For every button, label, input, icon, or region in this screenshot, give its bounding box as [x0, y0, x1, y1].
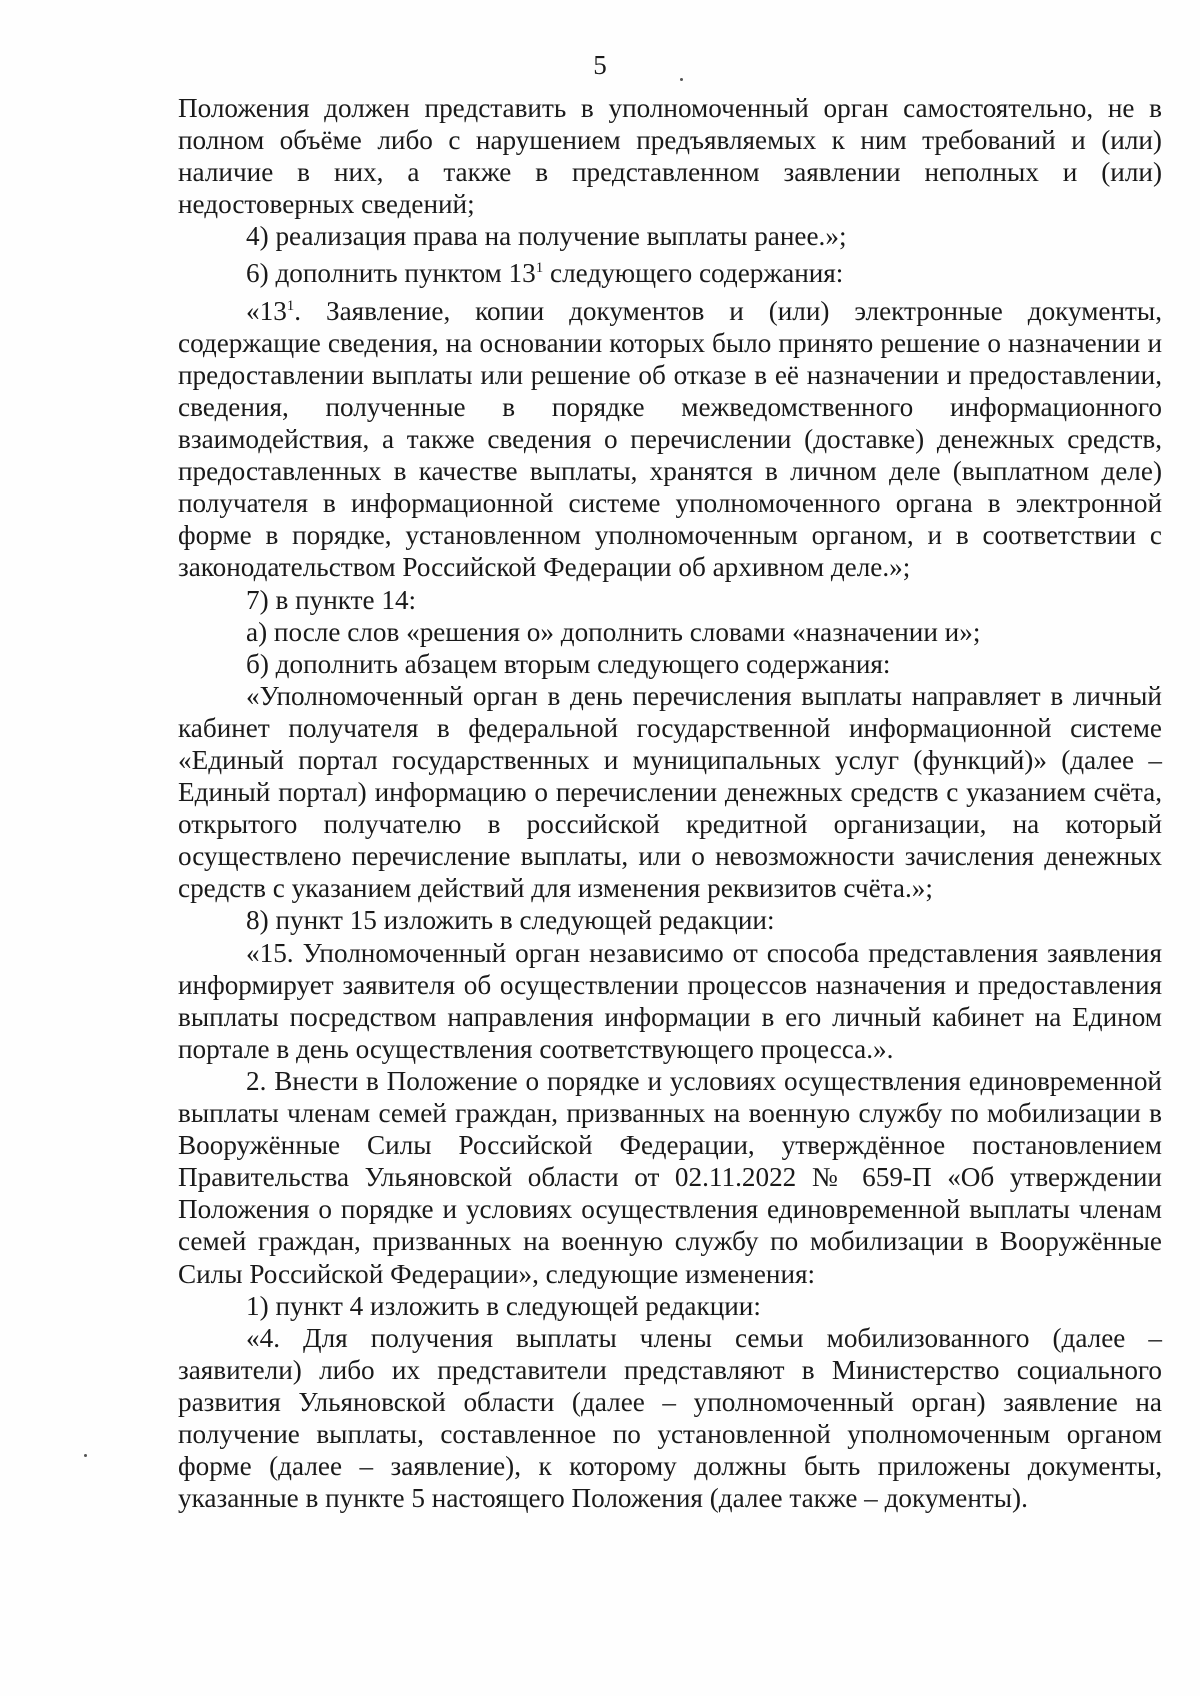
scan-speck	[84, 1454, 87, 1457]
paragraph-13-1	[178, 290, 1162, 584]
paragraph-item-7: 7) в пункте 14:	[246, 584, 417, 615]
scan-speck	[680, 78, 683, 81]
paragraph-continuation: Положения должен представить в уполномоченный орган самостоятельно, не в полном объёме либо с нарушением предъявляемых к ним требований и (или) наличие в них, а также в представленном заявлении неполных и (или) недостоверных сведений;	[178, 93, 1162, 220]
paragraph-item-7b: б) дополнить абзацем вторым следующего содержания:	[246, 648, 891, 679]
superscript: 1	[535, 260, 544, 277]
paragraph-15: «15. Уполномоченный орган независимо от способа представления заявления информирует заявителя об осуществлении процессов назначения и предоставления выплаты посредством направления информации в его личный кабинет на Едином портале в день осуществления соответствующего процесса.».	[178, 937, 1162, 1064]
paragraph-item-6-text: 6) дополнить пунктом 13	[246, 258, 536, 289]
paragraph-13-1-start: «13	[246, 295, 287, 326]
paragraph-item-6-text-after: следующего содержания:	[543, 258, 844, 289]
document-body	[178, 92, 1162, 1514]
paragraph-item-1: 1) пункт 4 изложить в следующей редакции:	[246, 1290, 761, 1321]
paragraph-quote-authority: «Уполномоченный орган в день перечисления выплаты направляет в личный кабинет получателя в федеральной государственной информационной системе «Единый портал государственных и муниципальных услуг (функций)» (далее – Единый портал) информацию о перечислении денежных средств с указанием счёта, открытого получателю в российской кредитной организации, на который осуществлено перечисление выплаты, или о невозможности зачисления денежных средств с указанием действий для изменения реквизитов счёта.»;	[178, 680, 1162, 904]
paragraph-item-4: 4) реализация права на получение выплаты ранее.»;	[246, 221, 847, 252]
paragraph-13-1-text: . Заявление, копии документов и (или) электронные документы, содержащие сведения, на основании которых было принято решение о назначении и предоставлении выплаты или решение об отказе в её назначении и предоставлении, сведения, полученные в порядке межведомственного информационного взаимодействия, а также сведения о перечислении (доставке) денежных средств, предоставленных в качестве выплаты, хранятся в личном деле (выплатном деле) получателя в информационной системе уполномоченного органа в электронной форме в порядке, установленном уполномоченным органом, и в соответствии с законодательством Российской Федерации об архивном деле.»;	[178, 295, 1162, 583]
paragraph-item-6	[178, 252, 1162, 289]
paragraph-item-8: 8) пункт 15 изложить в следующей редакции:	[246, 905, 775, 936]
paragraph-section-2: 2. Внести в Положение о порядке и условиях осуществления единовременной выплаты членам семей граждан, призванных на военную службу по мобилизации в Вооружённые Силы Российской Федерации, утверждённое постановлением Правительства Ульяновской области от 02.11.2022 № 659-П «Об утверждении Положения о порядке и условиях осуществления единовременной выплаты членам семей граждан, призванных на военную службу по мобилизации в Вооружённые Силы Российской Федерации», следующие изменения:	[178, 1065, 1162, 1289]
paragraph-item-7a: а) после слов «решения о» дополнить словами «назначении и»;	[246, 616, 981, 647]
page-number: 5	[593, 50, 607, 80]
superscript: 1	[286, 297, 295, 314]
paragraph-4: «4. Для получения выплаты члены семьи мобилизованного (далее – заявители) либо их представители представляют в Министерство социального развития Ульяновской области (далее – уполномоченный орган) заявление на получение выплаты, составленное по установленной уполномоченным органом форме (далее – заявление), к которому должны быть приложены документы, указанные в пункте 5 настоящего Положения (далее также – документы).	[178, 1322, 1162, 1514]
